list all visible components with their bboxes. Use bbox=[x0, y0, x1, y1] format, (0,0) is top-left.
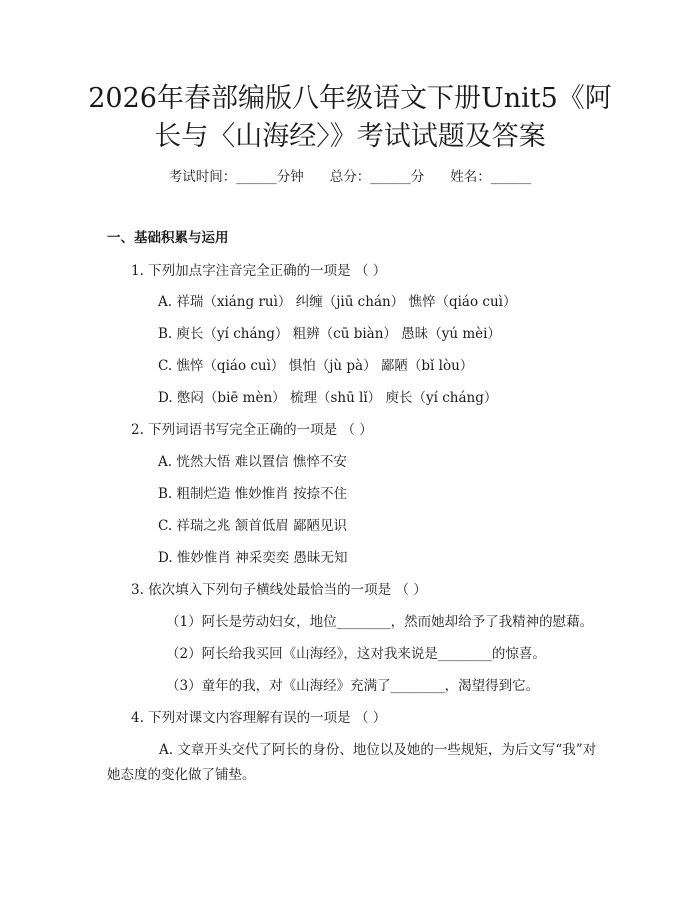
question-3-item-3: （3）童年的我，对《山海经》充满了________，渴望得到它。 bbox=[166, 678, 540, 694]
section-title: 一、基础积累与运用 bbox=[107, 230, 229, 246]
question-2-option-a: A. 恍然大悟 难以置信 憔悴不安 bbox=[158, 454, 347, 470]
question-1-stem: 1. 下列加点字注音完全正确的一项是 （ ） bbox=[131, 263, 387, 279]
question-2-option-d: D. 惟妙惟肖 神采奕奕 愚昧无知 bbox=[158, 550, 348, 566]
question-2-option-b: B. 粗制烂造 惟妙惟肖 按捺不住 bbox=[158, 486, 348, 502]
exam-time-field: 考试时间：______分钟 bbox=[168, 169, 304, 185]
student-name-field: 姓名：______ bbox=[450, 169, 532, 185]
question-1-option-c: C. 憔悴（qiáo cuì） 惧怕（jù pà） 鄙陋（bǐ lòu） bbox=[158, 358, 474, 374]
question-1-option-b: B. 庾长（yí cháng） 粗辨（cū biàn） 愚昧（yú mèi） bbox=[158, 326, 501, 342]
question-1-option-d: D. 憋闷（biē mèn） 梳理（shū lǐ） 庾长（yí cháng） bbox=[158, 390, 498, 406]
question-2-stem: 2. 下列词语书写完全正确的一项是 （ ） bbox=[131, 422, 373, 438]
question-3-item-1: （1）阿长是劳动妇女，地位________，然而她却给予了我精神的慰藉。 bbox=[166, 614, 594, 630]
total-score-field: 总分：______分 bbox=[329, 169, 425, 185]
question-1-option-a: A. 祥瑞（xiáng ruì） 纠缠（jiū chán） 憔悴（qiáo cuì） bbox=[158, 294, 517, 310]
question-3-item-2: （2）阿长给我买回《山海经》，这对我来说是________的惊喜。 bbox=[166, 646, 546, 662]
question-4-stem: 4. 下列对课文内容理解有误的一项是 （ ） bbox=[131, 710, 387, 726]
question-4-option-a: A. 文章开头交代了阿长的身份、地位以及她的一些规矩，为后文写“我”对她态度的变化做了铺垫。 bbox=[107, 742, 597, 783]
title-line-1: 2026年春部编版八年级语文下册Unit5《阿 bbox=[88, 83, 612, 114]
title-line-2: 长与〈山海经〉》考试试题及答案 bbox=[154, 121, 546, 152]
question-3-stem: 3. 依次填入下列句子横线处最恰当的一项是 （ ） bbox=[131, 582, 427, 598]
document-title bbox=[60, 80, 640, 156]
exam-meta bbox=[0, 167, 700, 187]
question-2-option-c: C. 祥瑞之兆 颔首低眉 鄙陋见识 bbox=[158, 518, 348, 534]
